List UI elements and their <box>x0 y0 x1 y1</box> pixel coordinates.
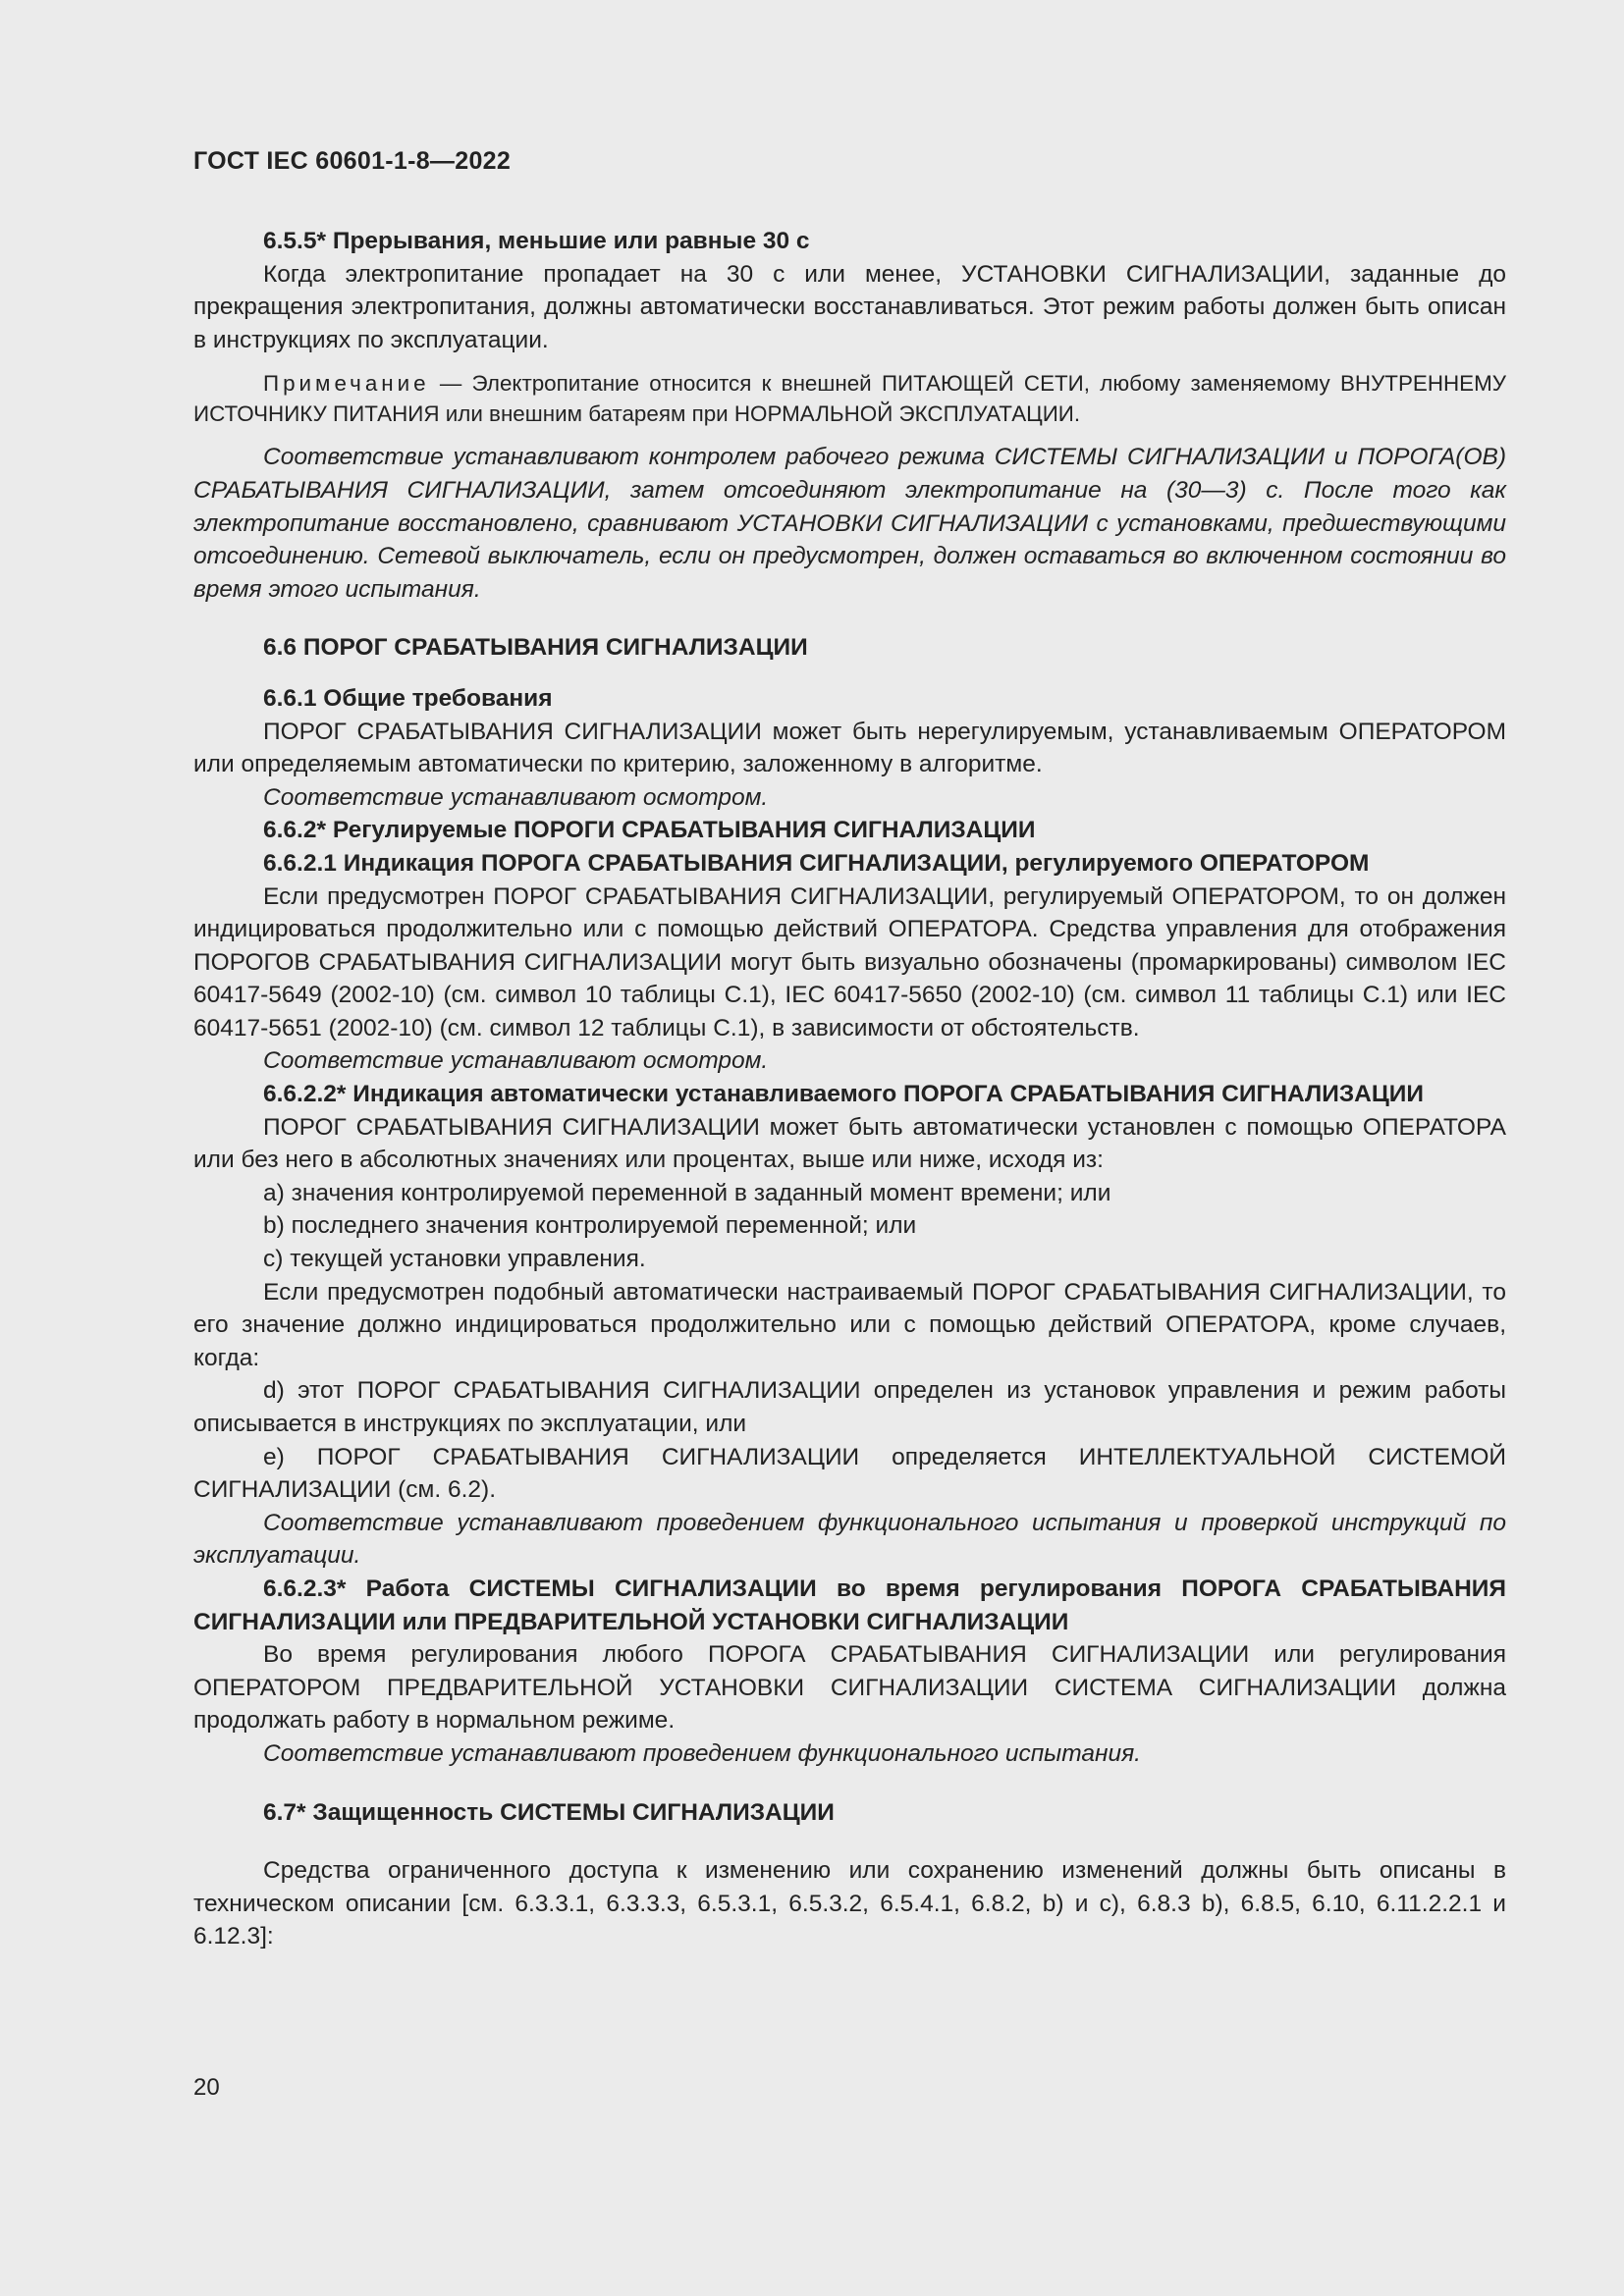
list-item: b) последнего значения контролируемой переменной; или <box>263 1212 917 1240</box>
section-heading: 6.6 ПОРОГ СРАБАТЫВАНИЯ СИГНАЛИЗАЦИИ <box>263 634 808 662</box>
paragraph: Во время регулирования любого ПОРОГА СРАБАТЫВАНИЯ СИГНАЛИЗАЦИИ или регулирования ОПЕРАТОРОМ ПРЕДВАРИТЕЛЬНОЙ УСТАНОВКИ СИГНАЛИЗАЦИИ СИСТЕМА СИГНАЛИЗАЦИИ должна продолжать работу в нормальном режиме. <box>193 1641 1506 1735</box>
subsection-heading: 6.6.2.3* Работа СИСТЕМЫ СИГНАЛИЗАЦИИ во время регулирования ПОРОГА СРАБАТЫВАНИЯ СИГНАЛИЗАЦИИ или ПРЕДВАРИТЕЛЬНОЙ УСТАНОВКИ СИГНАЛИЗАЦИИ <box>193 1575 1506 1635</box>
paragraph: Когда электропитание пропадает на 30 с или менее, УСТАНОВКИ СИГНАЛИЗАЦИИ, заданные до прекращения электропитания, должны автоматически восстанавливаться. Этот режим работы должен быть описан в инструкциях по эксплуатации. <box>193 260 1506 353</box>
subsection-heading: 6.6.1 Общие требования <box>263 684 553 712</box>
note-label: Примечание <box>263 371 430 397</box>
list-item: a) значения контролируемой переменной в заданный момент времени; или <box>263 1179 1111 1206</box>
list-item: d) этот ПОРОГ СРАБАТЫВАНИЯ СИГНАЛИЗАЦИИ определен из установок управления и режим работы описывается в инструкциях по эксплуатации, или <box>193 1377 1506 1437</box>
compliance-test: Соответствие устанавливают осмотром. <box>263 783 769 811</box>
subsection-heading: 6.6.2.1 Индикация ПОРОГА СРАБАТЫВАНИЯ СИГНАЛИЗАЦИИ, регулируемого ОПЕРАТОРОМ <box>263 849 1370 877</box>
compliance-test: Соответствие устанавливают проведением функционального испытания. <box>263 1739 1141 1767</box>
subsection-heading: 6.6.2* Регулируемые ПОРОГИ СРАБАТЫВАНИЯ СИГНАЛИЗАЦИИ <box>263 817 1036 844</box>
note-text: — Электропитание относится к внешней ПИТАЮЩЕЙ СЕТИ, любому заменяемому ВНУТРЕННЕМУ ИСТОЧНИКУ ПИТАНИЯ или внешним батареям при НОРМАЛЬНОЙ ЭКСПЛУАТАЦИИ. <box>193 371 1506 427</box>
compliance-test: Соответствие устанавливают осмотром. <box>263 1047 769 1075</box>
paragraph: ПОРОГ СРАБАТЫВАНИЯ СИГНАЛИЗАЦИИ может быть автоматически установлен с помощью ОПЕРАТОРА или без него в абсолютных значениях или процентах, выше или ниже, исходя из: <box>193 1113 1506 1174</box>
paragraph: ПОРОГ СРАБАТЫВАНИЯ СИГНАЛИЗАЦИИ может быть нерегулируемым, устанавливаемым ОПЕРАТОРОМ или определяемым автоматически по критерию, заложенному в алгоритме. <box>193 718 1506 778</box>
subsection-heading: 6.6.2.2* Индикация автоматически устанавливаемого ПОРОГА СРАБАТЫВАНИЯ СИГНАЛИЗАЦИИ <box>263 1081 1424 1108</box>
list-item: c) текущей установки управления. <box>263 1246 646 1273</box>
document-body <box>193 225 1506 1953</box>
compliance-test: Соответствие устанавливают проведением функционального испытания и проверкой инструкций по эксплуатации. <box>193 1509 1506 1570</box>
compliance-test: Соответствие устанавливают контролем рабочего режима СИСТЕМЫ СИГНАЛИЗАЦИИ и ПОРОГА(ОВ) СРАБАТЫВАНИЯ СИГНАЛИЗАЦИИ, затем отсоединяют электропитание на (30—3) с. После того как электропитание восстановлено, сравнивают УСТАНОВКИ СИГНАЛИЗАЦИИ с установками, предшествующими отсоединению. Сетевой выключатель, если он предусмотрен, должен оставаться во включенном состоянии во время этого испытания. <box>193 444 1506 603</box>
paragraph: Средства ограниченного доступа к изменению или сохранению изменений должны быть описаны в техническом описании [см. 6.3.3.1, 6.3.3.3, 6.5.3.1, 6.5.3.2, 6.5.4.1, 6.8.2, b) и c), 6.8.3 b), 6.8.5, 6.10, 6.11.2.2.1 и 6.12.3]: <box>193 1857 1506 1950</box>
paragraph: Если предусмотрен ПОРОГ СРАБАТЫВАНИЯ СИГНАЛИЗАЦИИ, регулируемый ОПЕРАТОРОМ, то он должен индицироваться продолжительно или с помощью действий ОПЕРАТОРА. Средства управления для отображения ПОРОГОВ СРАБАТЫВАНИЯ СИГНАЛИЗАЦИИ могут быть визуально обозначены (промаркированы) символом IEC 60417-5649 (2002-10) (см. символ 10 таблицы С.1), IEC 60417-5650 (2002-10) (см. символ 11 таблицы С.1) или IEC 60417-5651 (2002-10) (см. символ 12 таблицы С.1), в зависимости от обстоятельств. <box>193 882 1506 1041</box>
paragraph: Если предусмотрен подобный автоматически настраиваемый ПОРОГ СРАБАТЫВАНИЯ СИГНАЛИЗАЦИИ, то его значение должно индицироваться продолжительно или с помощью действий ОПЕРАТОРА, кроме случаев, когда: <box>193 1278 1506 1371</box>
list-item: e) ПОРОГ СРАБАТЫВАНИЯ СИГНАЛИЗАЦИИ определяется ИНТЕЛЛЕКТУАЛЬНОЙ СИСТЕМОЙ СИГНАЛИЗАЦИИ (см. 6.2). <box>193 1443 1506 1504</box>
section-heading: 6.7* Защищенность СИСТЕМЫ СИГНАЛИЗАЦИИ <box>263 1798 835 1826</box>
note <box>193 368 1506 429</box>
page-number: 20 <box>193 2074 220 2101</box>
document-header: ГОСТ IEC 60601-1-8—2022 <box>193 147 512 175</box>
section-heading: 6.5.5* Прерывания, меньшие или равные 30 с <box>263 228 810 254</box>
